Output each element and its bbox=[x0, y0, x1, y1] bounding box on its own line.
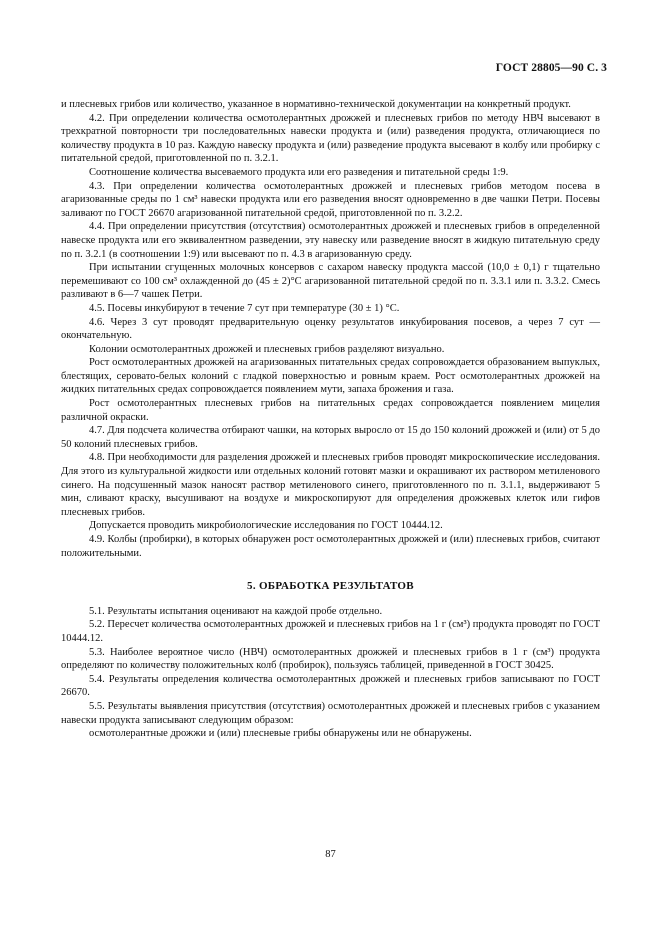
document-body bbox=[61, 98, 600, 741]
paragraph-4-2: 4.2. При определении количества осмотолерантных дрожжей и плесневых грибов по методу НВЧ высевают в трехкратной повторности три последовательных навески продукта и (или) разведения продукта, отличающиеся по количеству продукта в 10 раз. Каждую навеску продукта и (или) разведение продукта высевают в колбу или пробирку с питательной средой, приготовленной по п. 3.2.1. bbox=[61, 112, 600, 165]
paragraph-growth-yeast: Рост осмотолерантных дрожжей на агаризованных питательных средах сопровождается образованием выпуклых, блестящих, серовато-белых колоний с гладкой поверхностью и ровным краем. Рост осмотолерантных дрожжей на жидких питательных средах сопровождается появлением мути, запаха брожения и газа. bbox=[61, 357, 600, 396]
paragraph-4-9: 4.9. Колбы (пробирки), в которых обнаружен рост осмотолерантных дрожжей и (или) плесневых грибов, считают положительными. bbox=[61, 534, 600, 559]
paragraph-ratio: Соотношение количества высеваемого продукта или его разведения и питательной среды 1:9. bbox=[89, 166, 509, 178]
page-header: ГОСТ 28805—90 С. 3 bbox=[495, 62, 607, 74]
paragraph-4-5: 4.5. Посевы инкубируют в течение 7 сут при температуре (30 ± 1) °С. bbox=[89, 302, 400, 314]
paragraph-5-2: 5.2. Пересчет количества осмотолерантных дрожжей и плесневых грибов на 1 г (см³) продукта проводят по ГОСТ 10444.12. bbox=[61, 619, 600, 644]
paragraph-5-4: 5.4. Результаты определения количества осмотолерантных дрожжей и плесневых грибов записывают по ГОСТ 26670. bbox=[61, 673, 600, 699]
paragraph-5-1: 5.1. Результаты испытания оценивают на каждой пробе отдельно. bbox=[89, 605, 383, 617]
paragraph-colonies: Колонии осмотолерантных дрожжей и плесневых грибов разделяют визуально. bbox=[89, 343, 445, 355]
paragraph-result: осмотолерантные дрожжи и (или) плесневые грибы обнаружены или не обнаружены. bbox=[89, 728, 472, 740]
paragraph-5-5: 5.5. Результаты выявления присутствия (отсутствия) осмотолерантных дрожжей и плесневых грибов с указанием навески продукта записывают следующим образом: bbox=[61, 700, 600, 726]
section-title: 5. ОБРАБОТКА РЕЗУЛЬТАТОВ bbox=[247, 580, 414, 593]
paragraph-4-8: 4.8. При необходимости для разделения дрожжей и плесневых грибов проводят микроскопические исследования. Для этого из культуральной жидкости или отдельных колоний готовят мазки и окрашивают их раствором метиленового синего. На подсушенный мазок наносят раствор метиленового синего, приготовленного по п. 3.1.1, выдерживают 5 мин, сливают краску, высушивают на воздухе и микроскопируют для определения дрожжевых клеток или гифов плесневых грибов. bbox=[61, 452, 600, 518]
paragraph-4-4: 4.4. При определении присутствия (отсутствия) осмотолерантных дрожжей и плесневых грибов в определенной навеске продукта или его эквивалентном разведении, эту навеску или разведение вносят в жидкую питательную среду по п. 3.2.1 (в соотношении 1:9) или высевают по п. 4.3 в агаризованную среду. bbox=[61, 221, 600, 260]
paragraph-4-7: 4.7. Для подсчета количества отбирают чашки, на которых выросло от 15 до 150 колоний дрожжей и (или) от 5 до 50 колоний плесневых грибов. bbox=[61, 425, 600, 450]
paragraph-microbiology: Допускается проводить микробиологические исследования по ГОСТ 10444.12. bbox=[89, 520, 443, 532]
paragraph-continuation: и плесневых грибов или количество, указанное в нормативно-технической документации на конкретный продукт. bbox=[61, 99, 571, 110]
paragraph-condensed-milk: При испытании сгущенных молочных консервов с сахаром навеску продукта массой (10,0 ± 0,1) г тщательно перемешивают со 100 см³ охлажденной до (45 ± 2)°С агаризованной питательной средой по п. 3.3.1 или п. 3.3.2. Смесь разливают в 6—7 чашек Петри. bbox=[61, 262, 600, 301]
paragraph-4-6: 4.6. Через 3 сут проводят предварительную оценку результатов инкубирования посевов, а через 7 сут — окончательную. bbox=[61, 316, 600, 342]
page-number: 87 bbox=[325, 849, 336, 860]
paragraph-5-3: 5.3. Наиболее вероятное число (НВЧ) осмотолерантных дрожжей и плесневых грибов в 1 г (см³) продукта определяют по количеству положительных колб (пробирок), пользуясь таблицей, приведенной в ГОСТ 30425. bbox=[61, 646, 600, 672]
paragraph-4-3: 4.3. При определении количества осмотолерантных дрожжей и плесневых грибов методом посева в агаризованные среды по 1 см³ навески продукта или его разведения вносят одновременно в две чашки Петри. Посевы заливают по ГОСТ 26670 агаризованной питательной средой, приготовленной по п. 3.2.2. bbox=[61, 180, 600, 219]
paragraph-growth-mold: Рост осмотолерантных плесневых грибов на питательных средах сопровождается появлением мицелия различной окраски. bbox=[61, 398, 600, 423]
